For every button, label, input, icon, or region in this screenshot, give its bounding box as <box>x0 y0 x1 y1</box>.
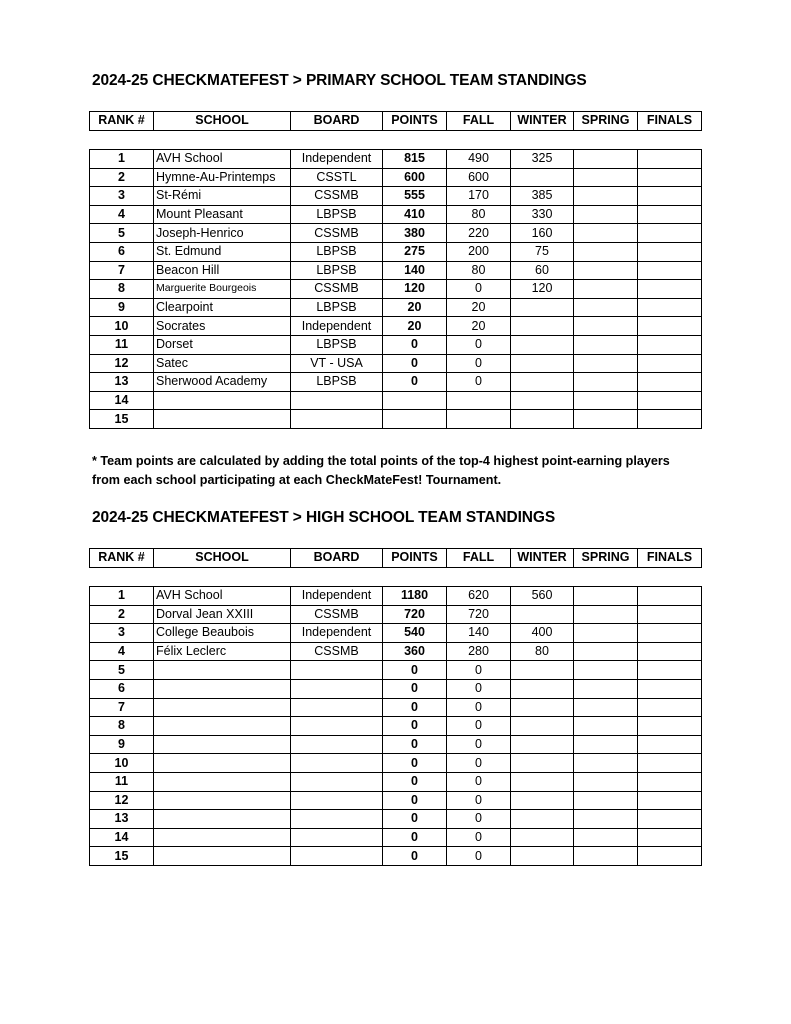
finals-cell <box>638 373 702 392</box>
header-winter: WINTER <box>511 112 574 131</box>
points-cell <box>383 410 447 429</box>
points-cell: 600 <box>383 168 447 187</box>
header-rank: RANK # <box>90 112 154 131</box>
finals-cell <box>638 772 702 791</box>
header-row <box>90 112 702 131</box>
table-row <box>90 587 702 606</box>
table-row <box>90 261 702 280</box>
rank-cell: 7 <box>90 261 154 280</box>
spring-cell <box>574 391 638 410</box>
points-cell: 0 <box>383 661 447 680</box>
points-cell: 0 <box>383 810 447 829</box>
finals-cell <box>638 735 702 754</box>
points-cell: 0 <box>383 679 447 698</box>
school-cell: Dorval Jean XXIII <box>154 605 291 624</box>
board-cell: Independent <box>291 317 383 336</box>
school-cell: St-Rémi <box>154 187 291 206</box>
rank-cell: 1 <box>90 150 154 169</box>
high-school-standings-title: 2024-25 CHECKMATEFEST > HIGH SCHOOL TEAM STANDINGS <box>92 509 556 526</box>
finals-cell <box>638 624 702 643</box>
rank-cell: 11 <box>90 335 154 354</box>
header-board: BOARD <box>291 549 383 568</box>
spring-cell <box>574 791 638 810</box>
board-cell <box>291 828 383 847</box>
fall-cell: 0 <box>447 735 511 754</box>
finals-cell <box>638 410 702 429</box>
spring-cell <box>574 187 638 206</box>
table-row <box>90 605 702 624</box>
fall-cell: 280 <box>447 642 511 661</box>
points-cell: 0 <box>383 847 447 866</box>
school-cell <box>154 698 291 717</box>
winter-cell: 325 <box>511 150 574 169</box>
rank-cell: 10 <box>90 754 154 773</box>
winter-cell <box>511 661 574 680</box>
fall-cell <box>447 410 511 429</box>
winter-cell: 560 <box>511 587 574 606</box>
board-cell: Independent <box>291 150 383 169</box>
winter-cell <box>511 717 574 736</box>
spring-cell <box>574 373 638 392</box>
board-cell: Independent <box>291 587 383 606</box>
header-spring: SPRING <box>574 112 638 131</box>
fall-cell: 20 <box>447 317 511 336</box>
finals-cell <box>638 847 702 866</box>
school-cell: Socrates <box>154 317 291 336</box>
fall-cell: 0 <box>447 698 511 717</box>
fall-cell: 600 <box>447 168 511 187</box>
fall-cell <box>447 391 511 410</box>
rank-cell: 2 <box>90 168 154 187</box>
table-row <box>90 391 702 410</box>
finals-cell <box>638 205 702 224</box>
spring-cell <box>574 810 638 829</box>
board-cell: CSSMB <box>291 187 383 206</box>
school-cell <box>154 791 291 810</box>
school-cell: St. Edmund <box>154 242 291 261</box>
board-cell: LBPSB <box>291 205 383 224</box>
fall-cell: 200 <box>447 242 511 261</box>
winter-cell <box>511 354 574 373</box>
table-row <box>90 335 702 354</box>
fall-cell: 20 <box>447 298 511 317</box>
points-cell: 380 <box>383 224 447 243</box>
high-school-standings-body <box>90 587 702 866</box>
board-cell <box>291 679 383 698</box>
spring-cell <box>574 168 638 187</box>
header-rank: RANK # <box>90 549 154 568</box>
rank-cell: 6 <box>90 242 154 261</box>
rank-cell: 8 <box>90 280 154 299</box>
fall-cell: 490 <box>447 150 511 169</box>
table-row <box>90 735 702 754</box>
spring-cell <box>574 335 638 354</box>
winter-cell: 75 <box>511 242 574 261</box>
spring-cell <box>574 587 638 606</box>
points-cell: 1180 <box>383 587 447 606</box>
spring-cell <box>574 242 638 261</box>
school-cell: Beacon Hill <box>154 261 291 280</box>
table-row <box>90 754 702 773</box>
winter-cell <box>511 298 574 317</box>
fall-cell: 0 <box>447 772 511 791</box>
winter-cell <box>511 373 574 392</box>
points-cell: 540 <box>383 624 447 643</box>
table-row <box>90 298 702 317</box>
school-cell: Hymne-Au-Printemps <box>154 168 291 187</box>
rank-cell: 15 <box>90 847 154 866</box>
rank-cell: 3 <box>90 624 154 643</box>
header-finals: FINALS <box>638 112 702 131</box>
fall-cell: 0 <box>447 335 511 354</box>
school-cell: Marguerite Bourgeois <box>154 280 291 299</box>
rank-cell: 4 <box>90 205 154 224</box>
school-cell <box>154 847 291 866</box>
rank-cell: 15 <box>90 410 154 429</box>
fall-cell: 0 <box>447 847 511 866</box>
table-row <box>90 661 702 680</box>
points-cell: 0 <box>383 698 447 717</box>
winter-cell <box>511 754 574 773</box>
primary-standings-header-table <box>89 111 702 131</box>
winter-cell <box>511 391 574 410</box>
spring-cell <box>574 717 638 736</box>
points-cell: 0 <box>383 791 447 810</box>
school-cell <box>154 391 291 410</box>
board-cell: Independent <box>291 624 383 643</box>
fall-cell: 80 <box>447 205 511 224</box>
school-cell <box>154 810 291 829</box>
table-row <box>90 187 702 206</box>
board-cell <box>291 847 383 866</box>
winter-cell <box>511 847 574 866</box>
points-cell: 20 <box>383 298 447 317</box>
board-cell: CSSMB <box>291 605 383 624</box>
spring-cell <box>574 679 638 698</box>
fall-cell: 170 <box>447 187 511 206</box>
table-row <box>90 354 702 373</box>
finals-cell <box>638 828 702 847</box>
spring-cell <box>574 624 638 643</box>
fall-cell: 0 <box>447 280 511 299</box>
finals-cell <box>638 791 702 810</box>
finals-cell <box>638 298 702 317</box>
school-cell <box>154 735 291 754</box>
winter-cell: 385 <box>511 187 574 206</box>
fall-cell: 140 <box>447 624 511 643</box>
rank-cell: 9 <box>90 735 154 754</box>
spring-cell <box>574 150 638 169</box>
winter-cell <box>511 828 574 847</box>
rank-cell: 11 <box>90 772 154 791</box>
rank-cell: 4 <box>90 642 154 661</box>
finals-cell <box>638 642 702 661</box>
school-cell: AVH School <box>154 587 291 606</box>
points-cell: 815 <box>383 150 447 169</box>
points-cell: 0 <box>383 717 447 736</box>
spring-cell <box>574 605 638 624</box>
spring-cell <box>574 698 638 717</box>
school-cell <box>154 828 291 847</box>
rank-cell: 5 <box>90 224 154 243</box>
spring-cell <box>574 261 638 280</box>
spring-cell <box>574 205 638 224</box>
school-cell <box>154 754 291 773</box>
table-row <box>90 373 702 392</box>
table-row <box>90 810 702 829</box>
winter-cell <box>511 679 574 698</box>
board-cell <box>291 410 383 429</box>
finals-cell <box>638 187 702 206</box>
table-row <box>90 828 702 847</box>
school-cell <box>154 772 291 791</box>
finals-cell <box>638 168 702 187</box>
header-fall: FALL <box>447 549 511 568</box>
winter-cell <box>511 698 574 717</box>
winter-cell <box>511 335 574 354</box>
fall-cell: 720 <box>447 605 511 624</box>
primary-standings-body <box>90 150 702 429</box>
finals-cell <box>638 587 702 606</box>
school-cell: Clearpoint <box>154 298 291 317</box>
header-points: POINTS <box>383 549 447 568</box>
winter-cell <box>511 791 574 810</box>
fall-cell: 0 <box>447 810 511 829</box>
winter-cell <box>511 410 574 429</box>
school-cell: AVH School <box>154 150 291 169</box>
high-school-standings-header-table <box>89 548 702 568</box>
finals-cell <box>638 717 702 736</box>
winter-cell: 400 <box>511 624 574 643</box>
winter-cell <box>511 810 574 829</box>
rank-cell: 10 <box>90 317 154 336</box>
high-school-standings-table <box>89 586 702 866</box>
board-cell: LBPSB <box>291 242 383 261</box>
spring-cell <box>574 828 638 847</box>
school-cell: Félix Leclerc <box>154 642 291 661</box>
header-fall: FALL <box>447 112 511 131</box>
finals-cell <box>638 354 702 373</box>
fall-cell: 620 <box>447 587 511 606</box>
board-cell <box>291 810 383 829</box>
points-cell: 0 <box>383 772 447 791</box>
points-cell <box>383 391 447 410</box>
header-winter: WINTER <box>511 549 574 568</box>
points-cell: 0 <box>383 735 447 754</box>
fall-cell: 0 <box>447 717 511 736</box>
school-cell: Satec <box>154 354 291 373</box>
winter-cell: 330 <box>511 205 574 224</box>
fall-cell: 220 <box>447 224 511 243</box>
points-cell: 120 <box>383 280 447 299</box>
board-cell <box>291 754 383 773</box>
winter-cell <box>511 735 574 754</box>
winter-cell: 60 <box>511 261 574 280</box>
school-cell: Joseph-Henrico <box>154 224 291 243</box>
finals-cell <box>638 679 702 698</box>
fall-cell: 0 <box>447 373 511 392</box>
rank-cell: 13 <box>90 810 154 829</box>
winter-cell: 80 <box>511 642 574 661</box>
table-row <box>90 280 702 299</box>
table-row <box>90 698 702 717</box>
rank-cell: 14 <box>90 391 154 410</box>
table-row <box>90 772 702 791</box>
finals-cell <box>638 280 702 299</box>
table-row <box>90 205 702 224</box>
school-cell <box>154 410 291 429</box>
table-row <box>90 224 702 243</box>
header-row <box>90 549 702 568</box>
winter-cell: 160 <box>511 224 574 243</box>
board-cell <box>291 717 383 736</box>
table-row <box>90 168 702 187</box>
header-points: POINTS <box>383 112 447 131</box>
fall-cell: 0 <box>447 661 511 680</box>
spring-cell <box>574 847 638 866</box>
header-school: SCHOOL <box>154 112 291 131</box>
board-cell: CSSMB <box>291 224 383 243</box>
rank-cell: 7 <box>90 698 154 717</box>
table-row <box>90 317 702 336</box>
board-cell <box>291 791 383 810</box>
rank-cell: 8 <box>90 717 154 736</box>
table-row <box>90 717 702 736</box>
points-cell: 275 <box>383 242 447 261</box>
board-cell: CSSTL <box>291 168 383 187</box>
footnote-line-2: from each school participating at each CheckMateFest! Tournament. <box>92 473 502 487</box>
rank-cell: 12 <box>90 354 154 373</box>
spring-cell <box>574 410 638 429</box>
finals-cell <box>638 242 702 261</box>
spring-cell <box>574 354 638 373</box>
school-cell: Dorset <box>154 335 291 354</box>
school-cell: Sherwood Academy <box>154 373 291 392</box>
spring-cell <box>574 317 638 336</box>
table-row <box>90 242 702 261</box>
spring-cell <box>574 661 638 680</box>
fall-cell: 0 <box>447 754 511 773</box>
finals-cell <box>638 261 702 280</box>
finals-cell <box>638 335 702 354</box>
footnote-line-1: * Team points are calculated by adding the total points of the top-4 highest point-earning players <box>92 454 670 468</box>
spring-cell <box>574 754 638 773</box>
rank-cell: 3 <box>90 187 154 206</box>
table-row <box>90 642 702 661</box>
table-row <box>90 679 702 698</box>
fall-cell: 80 <box>447 261 511 280</box>
primary-standings-table <box>89 149 702 429</box>
table-row <box>90 847 702 866</box>
spring-cell <box>574 298 638 317</box>
header-spring: SPRING <box>574 549 638 568</box>
finals-cell <box>638 150 702 169</box>
finals-cell <box>638 810 702 829</box>
rank-cell: 5 <box>90 661 154 680</box>
points-cell: 720 <box>383 605 447 624</box>
school-cell <box>154 679 291 698</box>
points-cell: 0 <box>383 828 447 847</box>
winter-cell <box>511 317 574 336</box>
points-cell: 410 <box>383 205 447 224</box>
winter-cell <box>511 168 574 187</box>
finals-cell <box>638 754 702 773</box>
spring-cell <box>574 280 638 299</box>
header-finals: FINALS <box>638 549 702 568</box>
table-row <box>90 791 702 810</box>
table-row <box>90 410 702 429</box>
school-cell: Mount Pleasant <box>154 205 291 224</box>
table-row <box>90 150 702 169</box>
finals-cell <box>638 317 702 336</box>
finals-cell <box>638 224 702 243</box>
points-cell: 0 <box>383 354 447 373</box>
board-cell <box>291 391 383 410</box>
rank-cell: 14 <box>90 828 154 847</box>
points-cell: 0 <box>383 335 447 354</box>
school-cell <box>154 661 291 680</box>
fall-cell: 0 <box>447 679 511 698</box>
points-cell: 360 <box>383 642 447 661</box>
winter-cell: 120 <box>511 280 574 299</box>
table-row <box>90 624 702 643</box>
points-cell: 0 <box>383 373 447 392</box>
spring-cell <box>574 224 638 243</box>
school-cell: College Beaubois <box>154 624 291 643</box>
winter-cell <box>511 605 574 624</box>
rank-cell: 9 <box>90 298 154 317</box>
rank-cell: 12 <box>90 791 154 810</box>
fall-cell: 0 <box>447 791 511 810</box>
fall-cell: 0 <box>447 354 511 373</box>
board-cell <box>291 698 383 717</box>
board-cell: LBPSB <box>291 261 383 280</box>
header-school: SCHOOL <box>154 549 291 568</box>
school-cell <box>154 717 291 736</box>
board-cell: VT - USA <box>291 354 383 373</box>
fall-cell: 0 <box>447 828 511 847</box>
primary-standings-title: 2024-25 CHECKMATEFEST > PRIMARY SCHOOL TEAM STANDINGS <box>92 72 587 89</box>
rank-cell: 13 <box>90 373 154 392</box>
finals-cell <box>638 698 702 717</box>
spring-cell <box>574 642 638 661</box>
points-cell: 555 <box>383 187 447 206</box>
points-cell: 0 <box>383 754 447 773</box>
rank-cell: 1 <box>90 587 154 606</box>
board-cell <box>291 735 383 754</box>
finals-cell <box>638 605 702 624</box>
points-cell: 140 <box>383 261 447 280</box>
board-cell: CSSMB <box>291 280 383 299</box>
rank-cell: 2 <box>90 605 154 624</box>
board-cell: LBPSB <box>291 373 383 392</box>
board-cell <box>291 661 383 680</box>
board-cell: CSSMB <box>291 642 383 661</box>
board-cell: LBPSB <box>291 335 383 354</box>
points-cell: 20 <box>383 317 447 336</box>
board-cell <box>291 772 383 791</box>
board-cell: LBPSB <box>291 298 383 317</box>
team-points-footnote <box>92 452 732 490</box>
header-board: BOARD <box>291 112 383 131</box>
winter-cell <box>511 772 574 791</box>
spring-cell <box>574 772 638 791</box>
finals-cell <box>638 391 702 410</box>
finals-cell <box>638 661 702 680</box>
rank-cell: 6 <box>90 679 154 698</box>
spring-cell <box>574 735 638 754</box>
